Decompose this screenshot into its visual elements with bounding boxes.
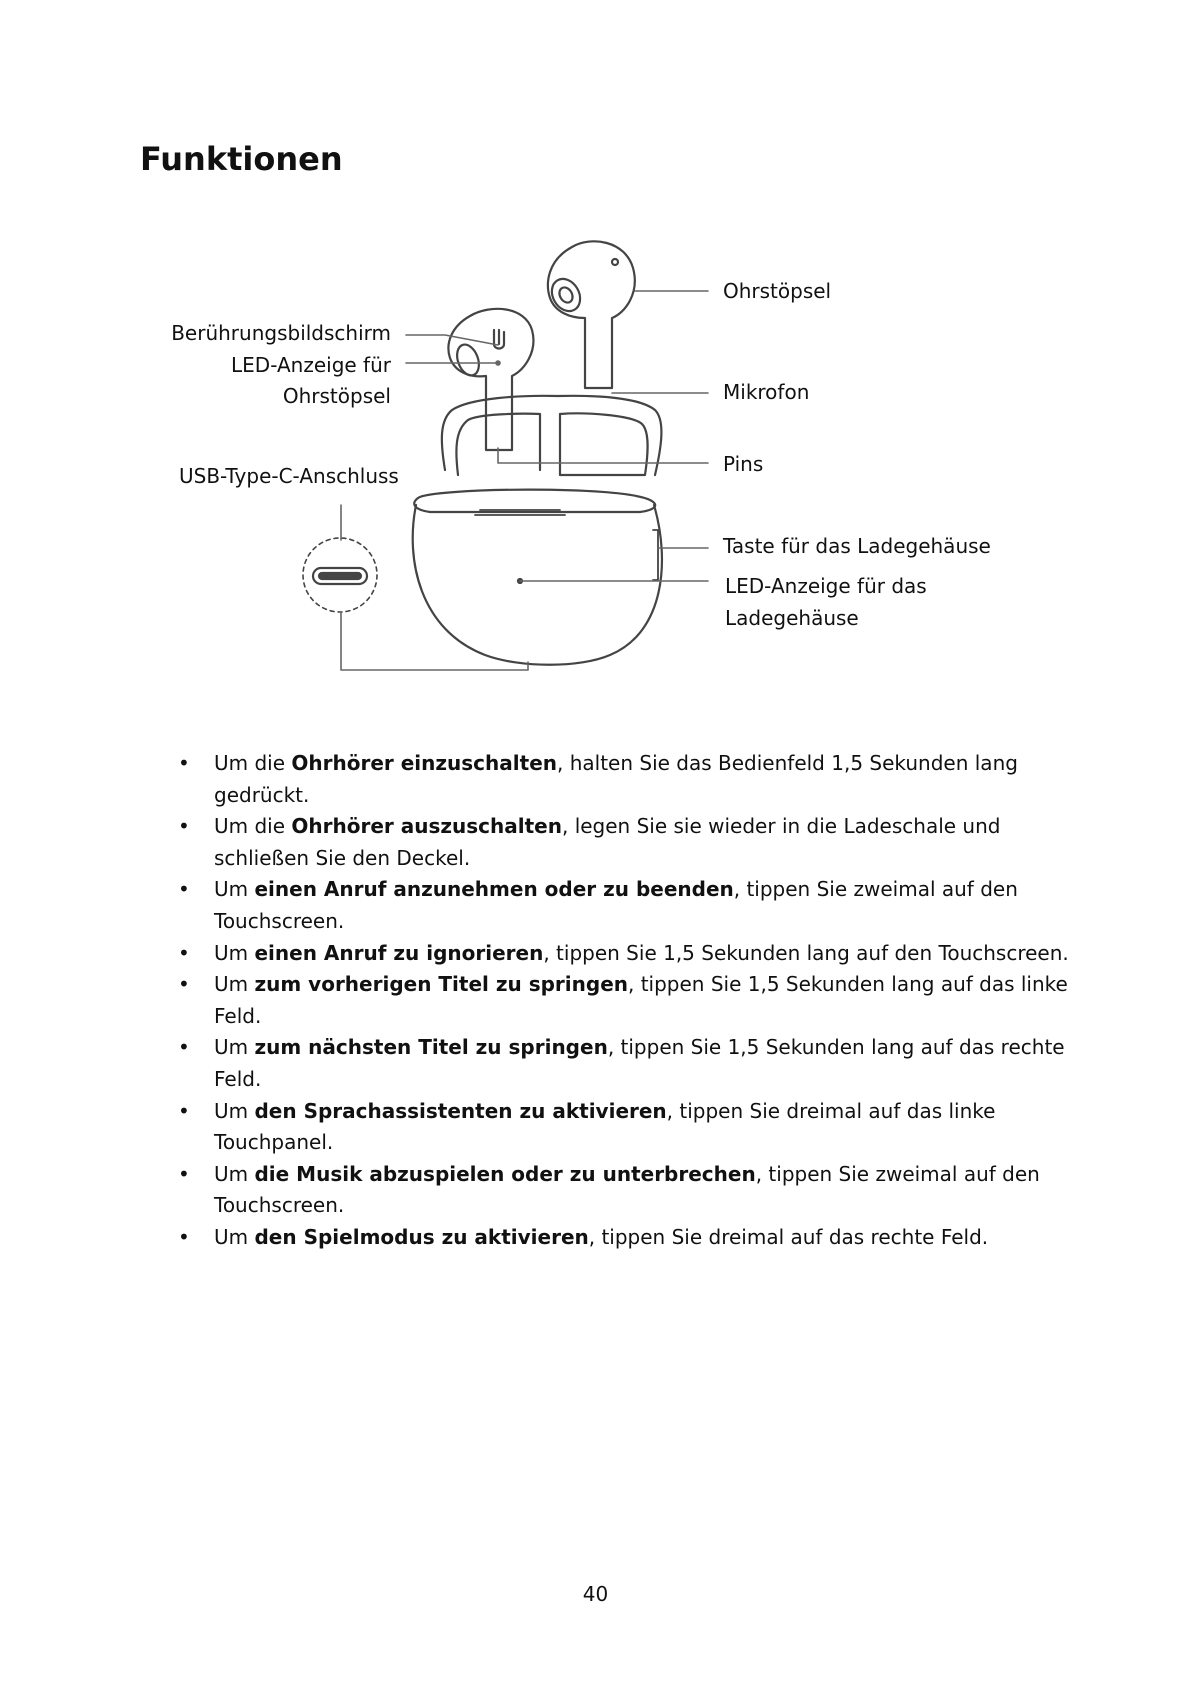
page-title: Funktionen	[140, 140, 343, 178]
list-item: • Um zum vorherigen Titel zu springen, tippen Sie 1,5 Sekunden lang auf das linke Feld.	[172, 969, 1072, 1032]
label-led-earbud-line2: Ohrstöpsel	[282, 384, 391, 408]
label-pins: Pins	[723, 452, 764, 476]
list-item: • Um zum nächsten Titel zu springen, tippen Sie 1,5 Sekunden lang auf das rechte Feld.	[172, 1032, 1072, 1095]
case-base-drawing	[413, 490, 662, 665]
list-item: • Um den Spielmodus zu aktivieren, tippen Sie dreimal auf das rechte Feld.	[172, 1222, 1072, 1254]
list-item: • Um die Ohrhörer einzuschalten, halten Sie das Bedienfeld 1,5 Sekunden lang gedrückt.	[172, 748, 1072, 811]
label-led-case-line1: LED-Anzeige für das	[725, 574, 927, 598]
right-earbud-drawing	[546, 241, 635, 388]
label-usb-c: USB-Type-C-Anschluss	[179, 464, 399, 488]
label-led-earbud-line1: LED-Anzeige für	[231, 353, 391, 377]
functions-list	[172, 748, 1072, 1254]
label-case-button: Taste für das Ladegehäuse	[723, 534, 991, 558]
page-number: 40	[582, 1582, 609, 1606]
label-touchscreen: Berührungsbildschirm	[171, 321, 391, 345]
usb-c-magnifier-drawing	[303, 538, 377, 612]
list-item: • Um die Musik abzuspielen oder zu unterbrechen, tippen Sie zweimal auf den Touchscreen.	[172, 1159, 1072, 1222]
label-earbud: Ohrstöpsel	[723, 279, 832, 303]
list-item: • Um die Ohrhörer auszuschalten, legen Sie sie wieder in die Ladeschale und schließen Sie den Deckel.	[172, 811, 1072, 874]
list-item: • Um einen Anruf anzunehmen oder zu beenden, tippen Sie zweimal auf den Touchscreen.	[172, 874, 1072, 937]
label-led-case-line2: Ladegehäuse	[725, 606, 859, 630]
label-microphone: Mikrofon	[723, 380, 810, 404]
list-item: • Um den Sprachassistenten zu aktivieren, tippen Sie dreimal auf das linke Touchpanel.	[172, 1096, 1072, 1159]
earbuds-diagram	[0, 0, 1191, 700]
list-item: • Um einen Anruf zu ignorieren, tippen Sie 1,5 Sekunden lang auf den Touchscreen.	[172, 938, 1072, 970]
